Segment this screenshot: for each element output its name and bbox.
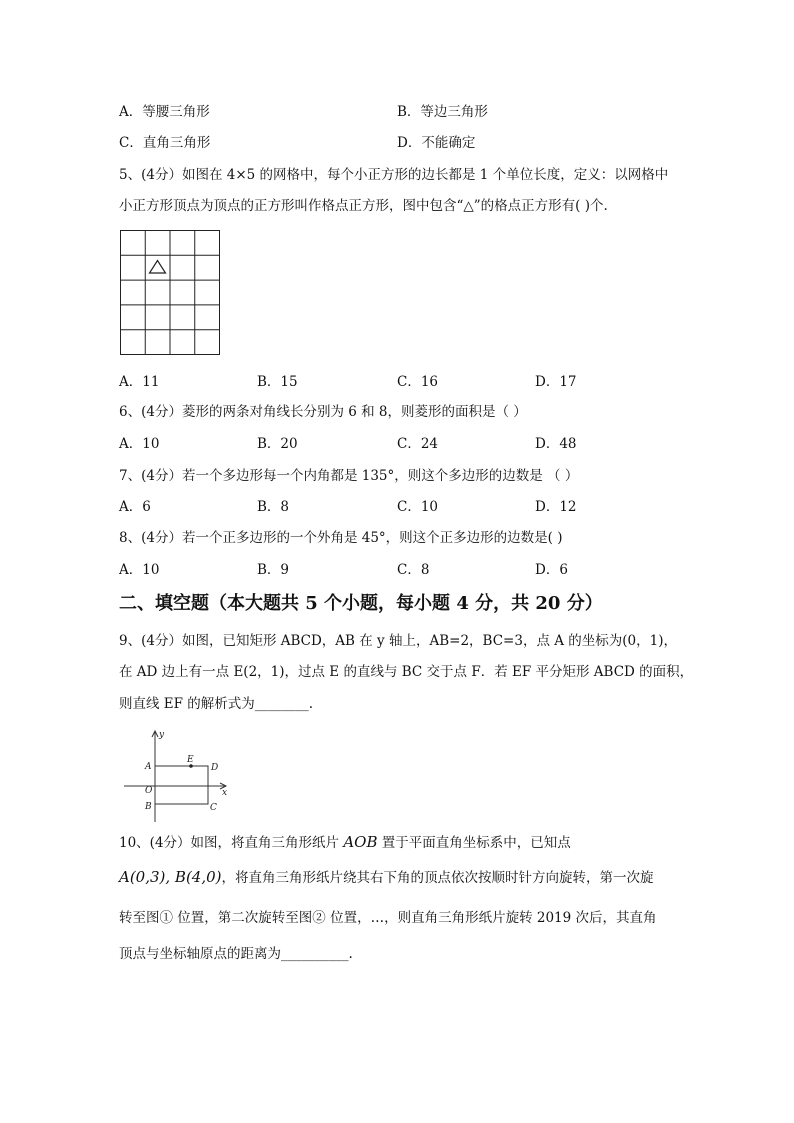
q6-text: 6、(4分）菱形的两条对角线长分别为 6 和 8，则菱形的面积是（ ） bbox=[119, 404, 527, 420]
label-d: D bbox=[211, 763, 219, 773]
label-y: y bbox=[159, 730, 165, 740]
label-x: x bbox=[222, 788, 228, 798]
q8-text: 8、(4分）若一个正多边形的一个外角是 45°，则这个正多边形的边数是( ) bbox=[119, 530, 563, 546]
q6-option-a: A．10 bbox=[119, 436, 160, 452]
q10-line2-post: ，将直角三角形纸片绕其右下角的顶点依次按顺时针方向旋转，第一次旋 bbox=[221, 870, 654, 886]
q8-option-c: C．8 bbox=[397, 562, 430, 578]
label-o: O bbox=[145, 786, 153, 796]
q10-text-line2 bbox=[119, 868, 654, 887]
label-c: C bbox=[210, 803, 217, 813]
q7-option-b: B．8 bbox=[257, 499, 290, 515]
q6-option-d: D．48 bbox=[535, 436, 577, 452]
q5-option-b: B．15 bbox=[257, 374, 298, 390]
q9-rectangle-figure bbox=[120, 728, 232, 824]
q7-option-a: A．6 bbox=[119, 499, 151, 515]
q10-line1-pre: 10、(4分）如图，将直角三角形纸片 bbox=[119, 835, 344, 851]
q9-text-line1: 9、(4分）如图，已知矩形 ABCD，AB 在 y 轴上，AB=2，BC=3，点 A 的坐标为(0，1)， bbox=[119, 633, 677, 649]
label-a: A bbox=[145, 762, 152, 772]
q5-grid-figure bbox=[120, 230, 221, 356]
label-b: B bbox=[145, 802, 152, 812]
q4-option-c: C．直角三角形 bbox=[119, 135, 211, 151]
q7-option-d: D．12 bbox=[535, 499, 577, 515]
q8-option-d: D．6 bbox=[535, 562, 568, 578]
section-heading-fill-in: 二、填空题（本大题共 5 个小题，每小题 4 分，共 20 分） bbox=[119, 593, 603, 614]
q10-text-line3: 转至图① 位置，第二次旋转至图② 位置，…，则直角三角形纸片旋转 2019 次后，其直角 bbox=[119, 910, 657, 926]
q5-text-line1: 5、(4分）如图在 4×5 的网格中，每个小正方形的边长都是 1 个单位长度，定义：以网格中 bbox=[119, 167, 669, 183]
q5-text-line2: 小正方形顶点为顶点的正方形叫作格点正方形，图中包含“△”的格点正方形有( )个. bbox=[119, 198, 608, 214]
q6-option-b: B．20 bbox=[257, 436, 298, 452]
q7-text: 7、(4分）若一个多边形每一个内角都是 135°，则这个多边形的边数是 （ ） bbox=[119, 468, 579, 484]
q4-option-b: B．等边三角形 bbox=[397, 104, 488, 120]
q4-option-a: A．等腰三角形 bbox=[119, 104, 210, 120]
q4-option-d: D．不能确定 bbox=[397, 135, 476, 151]
q10-text-line4: 顶点与坐标轴原点的距离为__________. bbox=[119, 946, 353, 962]
label-e: E bbox=[187, 755, 194, 765]
q5-option-d: D．17 bbox=[535, 374, 577, 390]
q9-text-line3: 则直线 EF 的解析式为________. bbox=[119, 696, 314, 712]
q6-option-c: C．24 bbox=[397, 436, 439, 452]
q10-line1-post: 置于平面直角坐标系中，已知点 bbox=[377, 835, 571, 851]
q8-option-b: B．9 bbox=[257, 562, 290, 578]
q10-math-points: A(0,3), B(4,0) bbox=[119, 868, 222, 886]
q5-option-a: A．11 bbox=[119, 374, 160, 390]
q9-text-line2: 在 AD 边上有一点 E(2，1)，过点 E 的直线与 BC 交于点 F．若 EF 平分矩形 ABCD 的面积， bbox=[119, 664, 694, 680]
q10-math-aob: AOB bbox=[343, 833, 378, 851]
q8-option-a: A．10 bbox=[119, 562, 160, 578]
triangle-icon bbox=[150, 261, 166, 274]
q10-text-line1 bbox=[119, 833, 571, 852]
q7-option-c: C．10 bbox=[397, 499, 439, 515]
rectangle-abcd bbox=[155, 766, 208, 804]
q5-option-c: C．16 bbox=[397, 374, 439, 390]
